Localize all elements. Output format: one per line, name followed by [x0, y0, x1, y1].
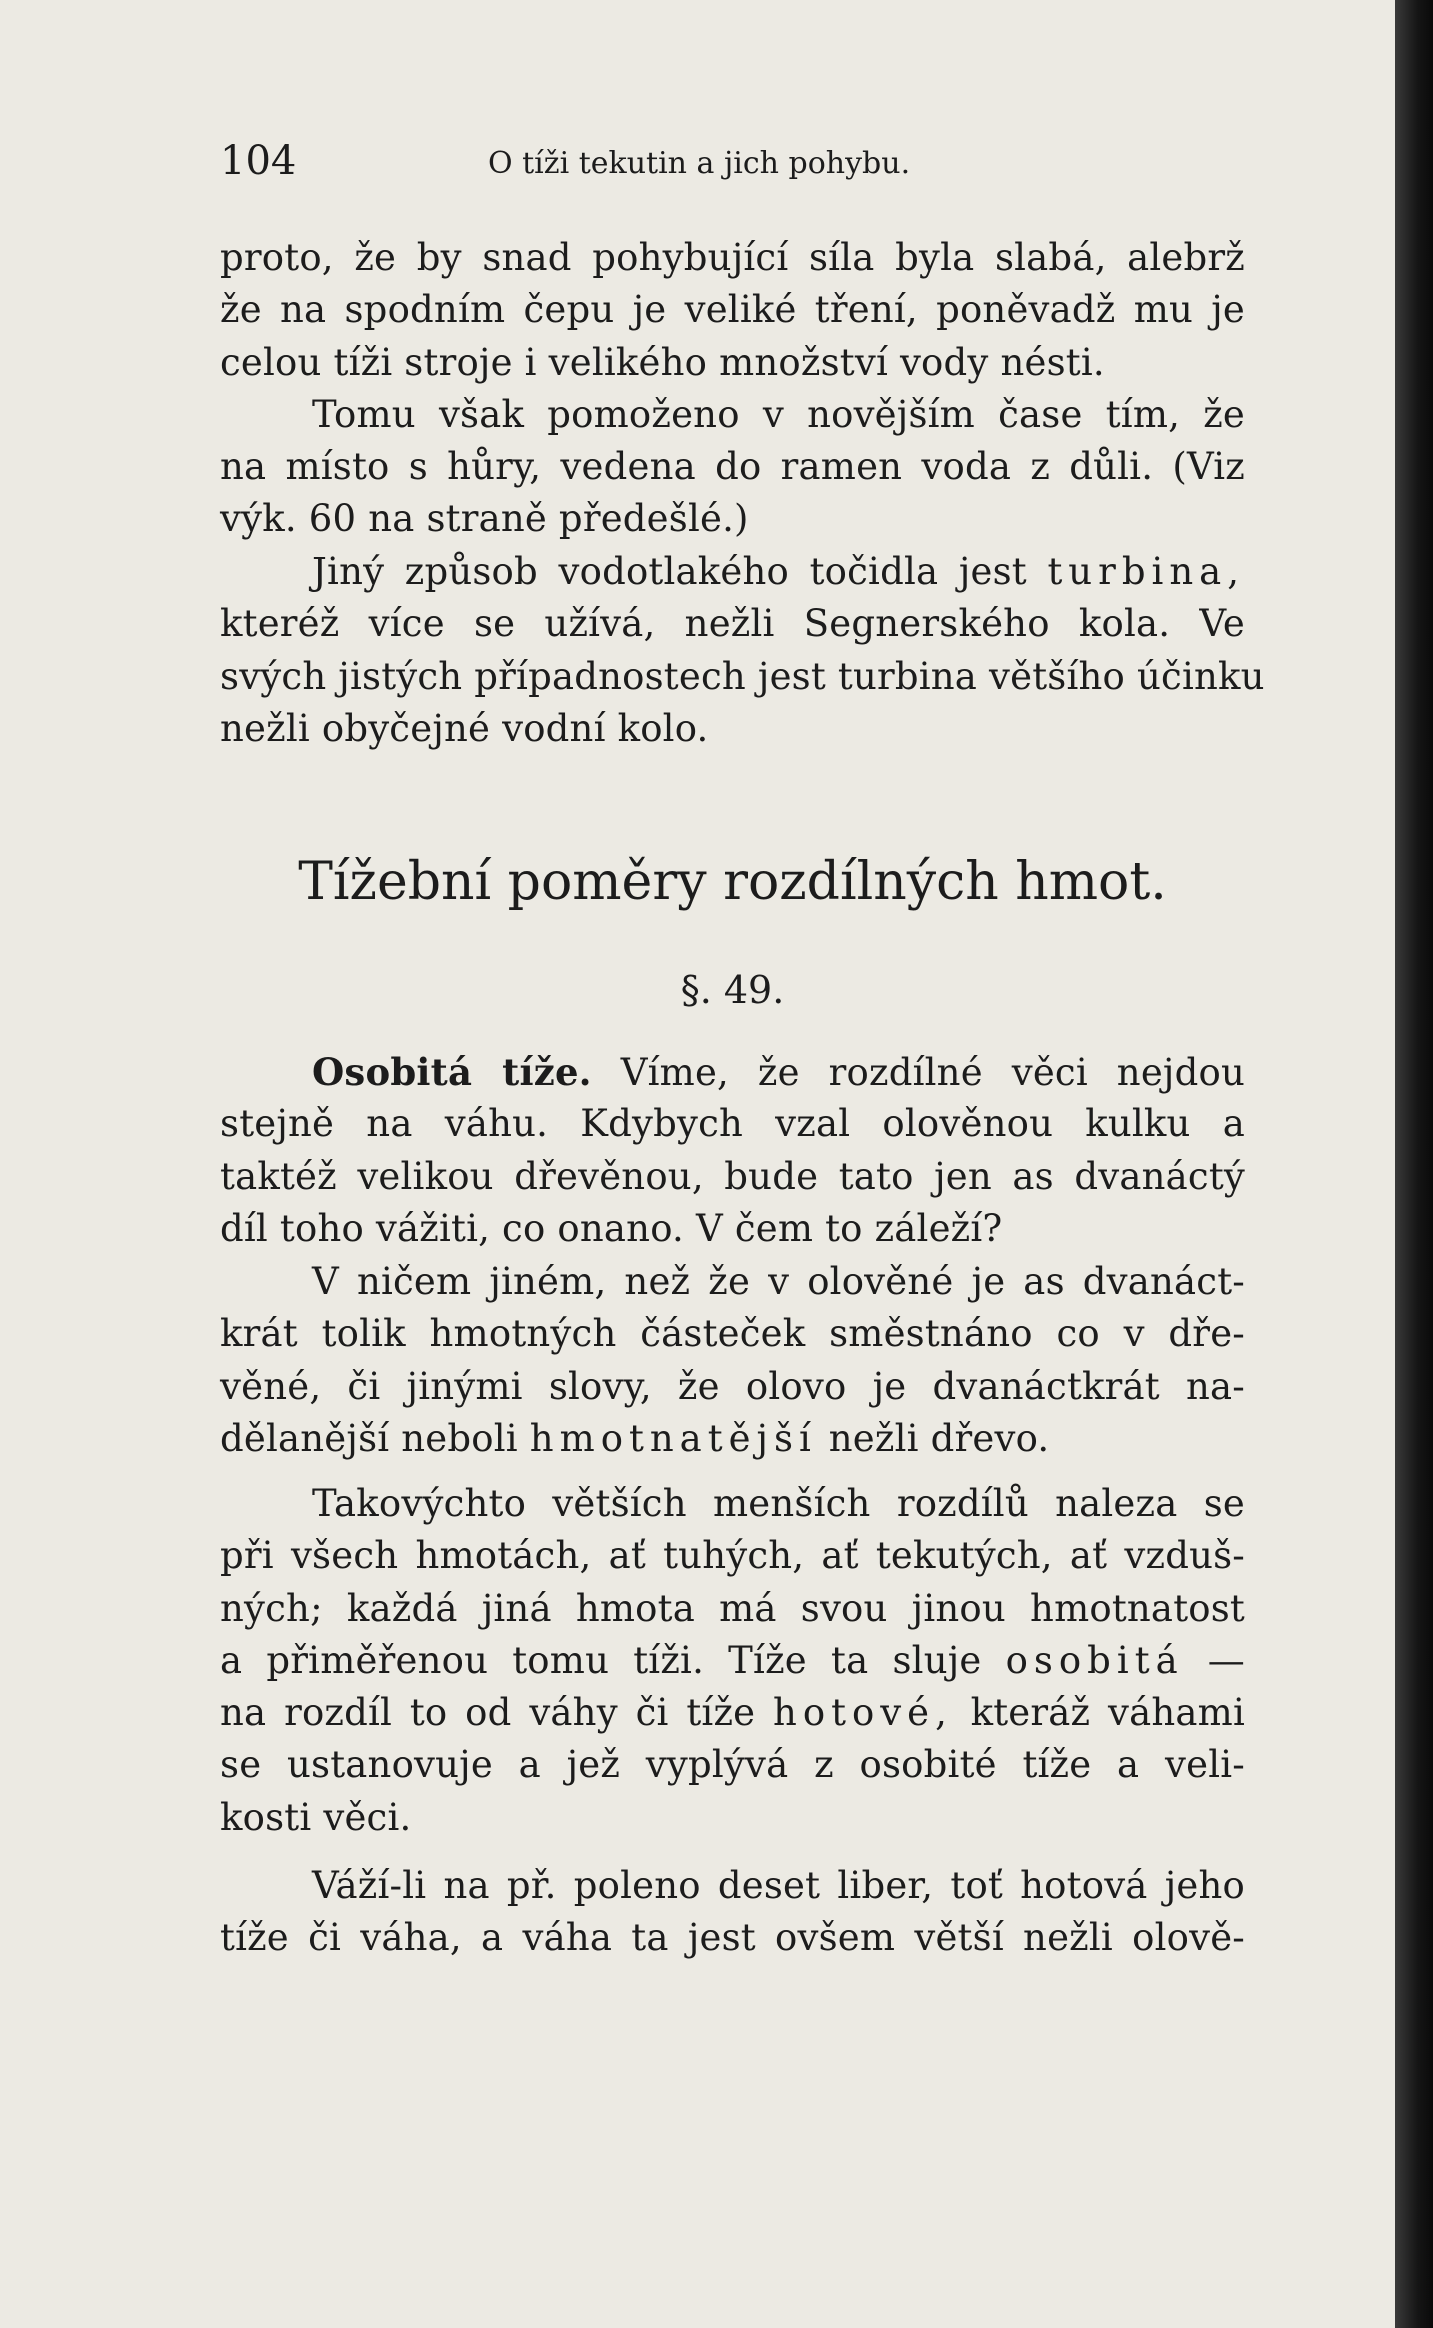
emphasized-term: hmotnatější	[529, 1416, 817, 1460]
text-segment: dělanější neboli	[220, 1416, 518, 1460]
paragraph-polena	[220, 1860, 1245, 1965]
text-line	[220, 1413, 1245, 1465]
text-line: nežli obyčejné vodní kolo.	[220, 706, 709, 750]
text-segment: Jiný způsob vodotlakého točidla jest	[312, 550, 1027, 593]
paragraph-continuation	[220, 232, 1245, 546]
text-line: na místo s hůry, vedena do ramen voda z důli. (Viz	[220, 445, 1245, 489]
text-line: Váží-li na př. poleno deset liber, toť hotová jeho	[312, 1864, 1245, 1907]
emphasized-term: turbina,	[1047, 550, 1245, 593]
paragraph-osobita-tize	[220, 1046, 1245, 1255]
text-segment: nežli dřevo.	[828, 1416, 1050, 1460]
text-segment: a přiměřenou tomu tíži. Tíže ta sluje	[220, 1638, 982, 1682]
text-line: věné, či jinými slovy, že olovo je dvanáctkrát na-	[220, 1364, 1245, 1408]
text-line: Tomu však pomoženo v novějším čase tím, že	[312, 392, 1245, 436]
paragraph-turbina	[220, 546, 1265, 755]
text-line	[220, 546, 1245, 598]
emphasized-term: hotové,	[773, 1691, 953, 1735]
paragraph-olovo	[220, 1256, 1245, 1465]
section-number: §. 49.	[680, 968, 785, 1012]
page-header	[220, 138, 1245, 198]
text-line	[220, 1046, 1245, 1098]
text-line: při všech hmotách, ať tuhých, ať tekutých, ať vzduš-	[220, 1534, 1245, 1578]
scan-edge	[1395, 0, 1433, 2328]
text-line: stejně na váhu. Kdybych vzal olověnou kulku a	[220, 1102, 1245, 1146]
text-segment: —	[1207, 1638, 1245, 1682]
text-line: kosti věci.	[220, 1795, 412, 1839]
text-segment: Víme, že rozdílné věci nejdou	[620, 1051, 1245, 1094]
text-line: výk. 60 na straně předešlé.)	[220, 497, 749, 541]
run-in-heading: Osobitá tíže.	[312, 1050, 592, 1094]
text-segment: na rozdíl to od váhy či tíže	[220, 1691, 756, 1735]
text-line: že na spodním čepu je veliké tření, poněvadž mu je	[220, 288, 1245, 332]
text-line: Takovýchto větších menších rozdílů naleza se	[312, 1482, 1245, 1525]
text-line: svých jistých případnostech jest turbina většího účinku	[220, 654, 1265, 698]
running-title: O tíži tekutin a jich pohybu.	[488, 146, 911, 181]
text-line: kteréž více se užívá, nežli Segnerského kola. Ve	[220, 602, 1245, 646]
page-number: 104	[220, 138, 297, 184]
text-line: krát tolik hmotných částeček směstnáno co v dře-	[220, 1312, 1245, 1356]
text-line: taktéž velikou dřevěnou, bude tato jen as dvanáctý	[220, 1154, 1245, 1198]
section-heading: Tížební poměry rozdílných hmot.	[298, 852, 1167, 912]
text-line: ných; každá jiná hmota má svou jinou hmotnatost	[220, 1586, 1245, 1630]
text-line: celou tíži stroje i velikého množství vody nésti.	[220, 340, 1105, 384]
text-line: proto, že by snad pohybující síla byla slabá, alebrž	[220, 236, 1245, 279]
text-line: tíže či váha, a váha ta jest ovšem větší nežli olově-	[220, 1916, 1245, 1960]
text-line	[220, 1687, 1245, 1739]
text-line	[220, 1635, 1245, 1687]
emphasized-term: osobitá	[1005, 1638, 1184, 1682]
paragraph-takovychto	[220, 1478, 1245, 1844]
text-segment: kteráž váhami	[970, 1691, 1245, 1735]
text-line: V ničem jiném, než že v olověné je as dvanáct-	[312, 1260, 1245, 1303]
text-line: díl toho vážiti, co onano. V čem to záleží?	[220, 1206, 1003, 1250]
text-line: se ustanovuje a jež vyplývá z osobité tíže a veli-	[220, 1743, 1245, 1787]
